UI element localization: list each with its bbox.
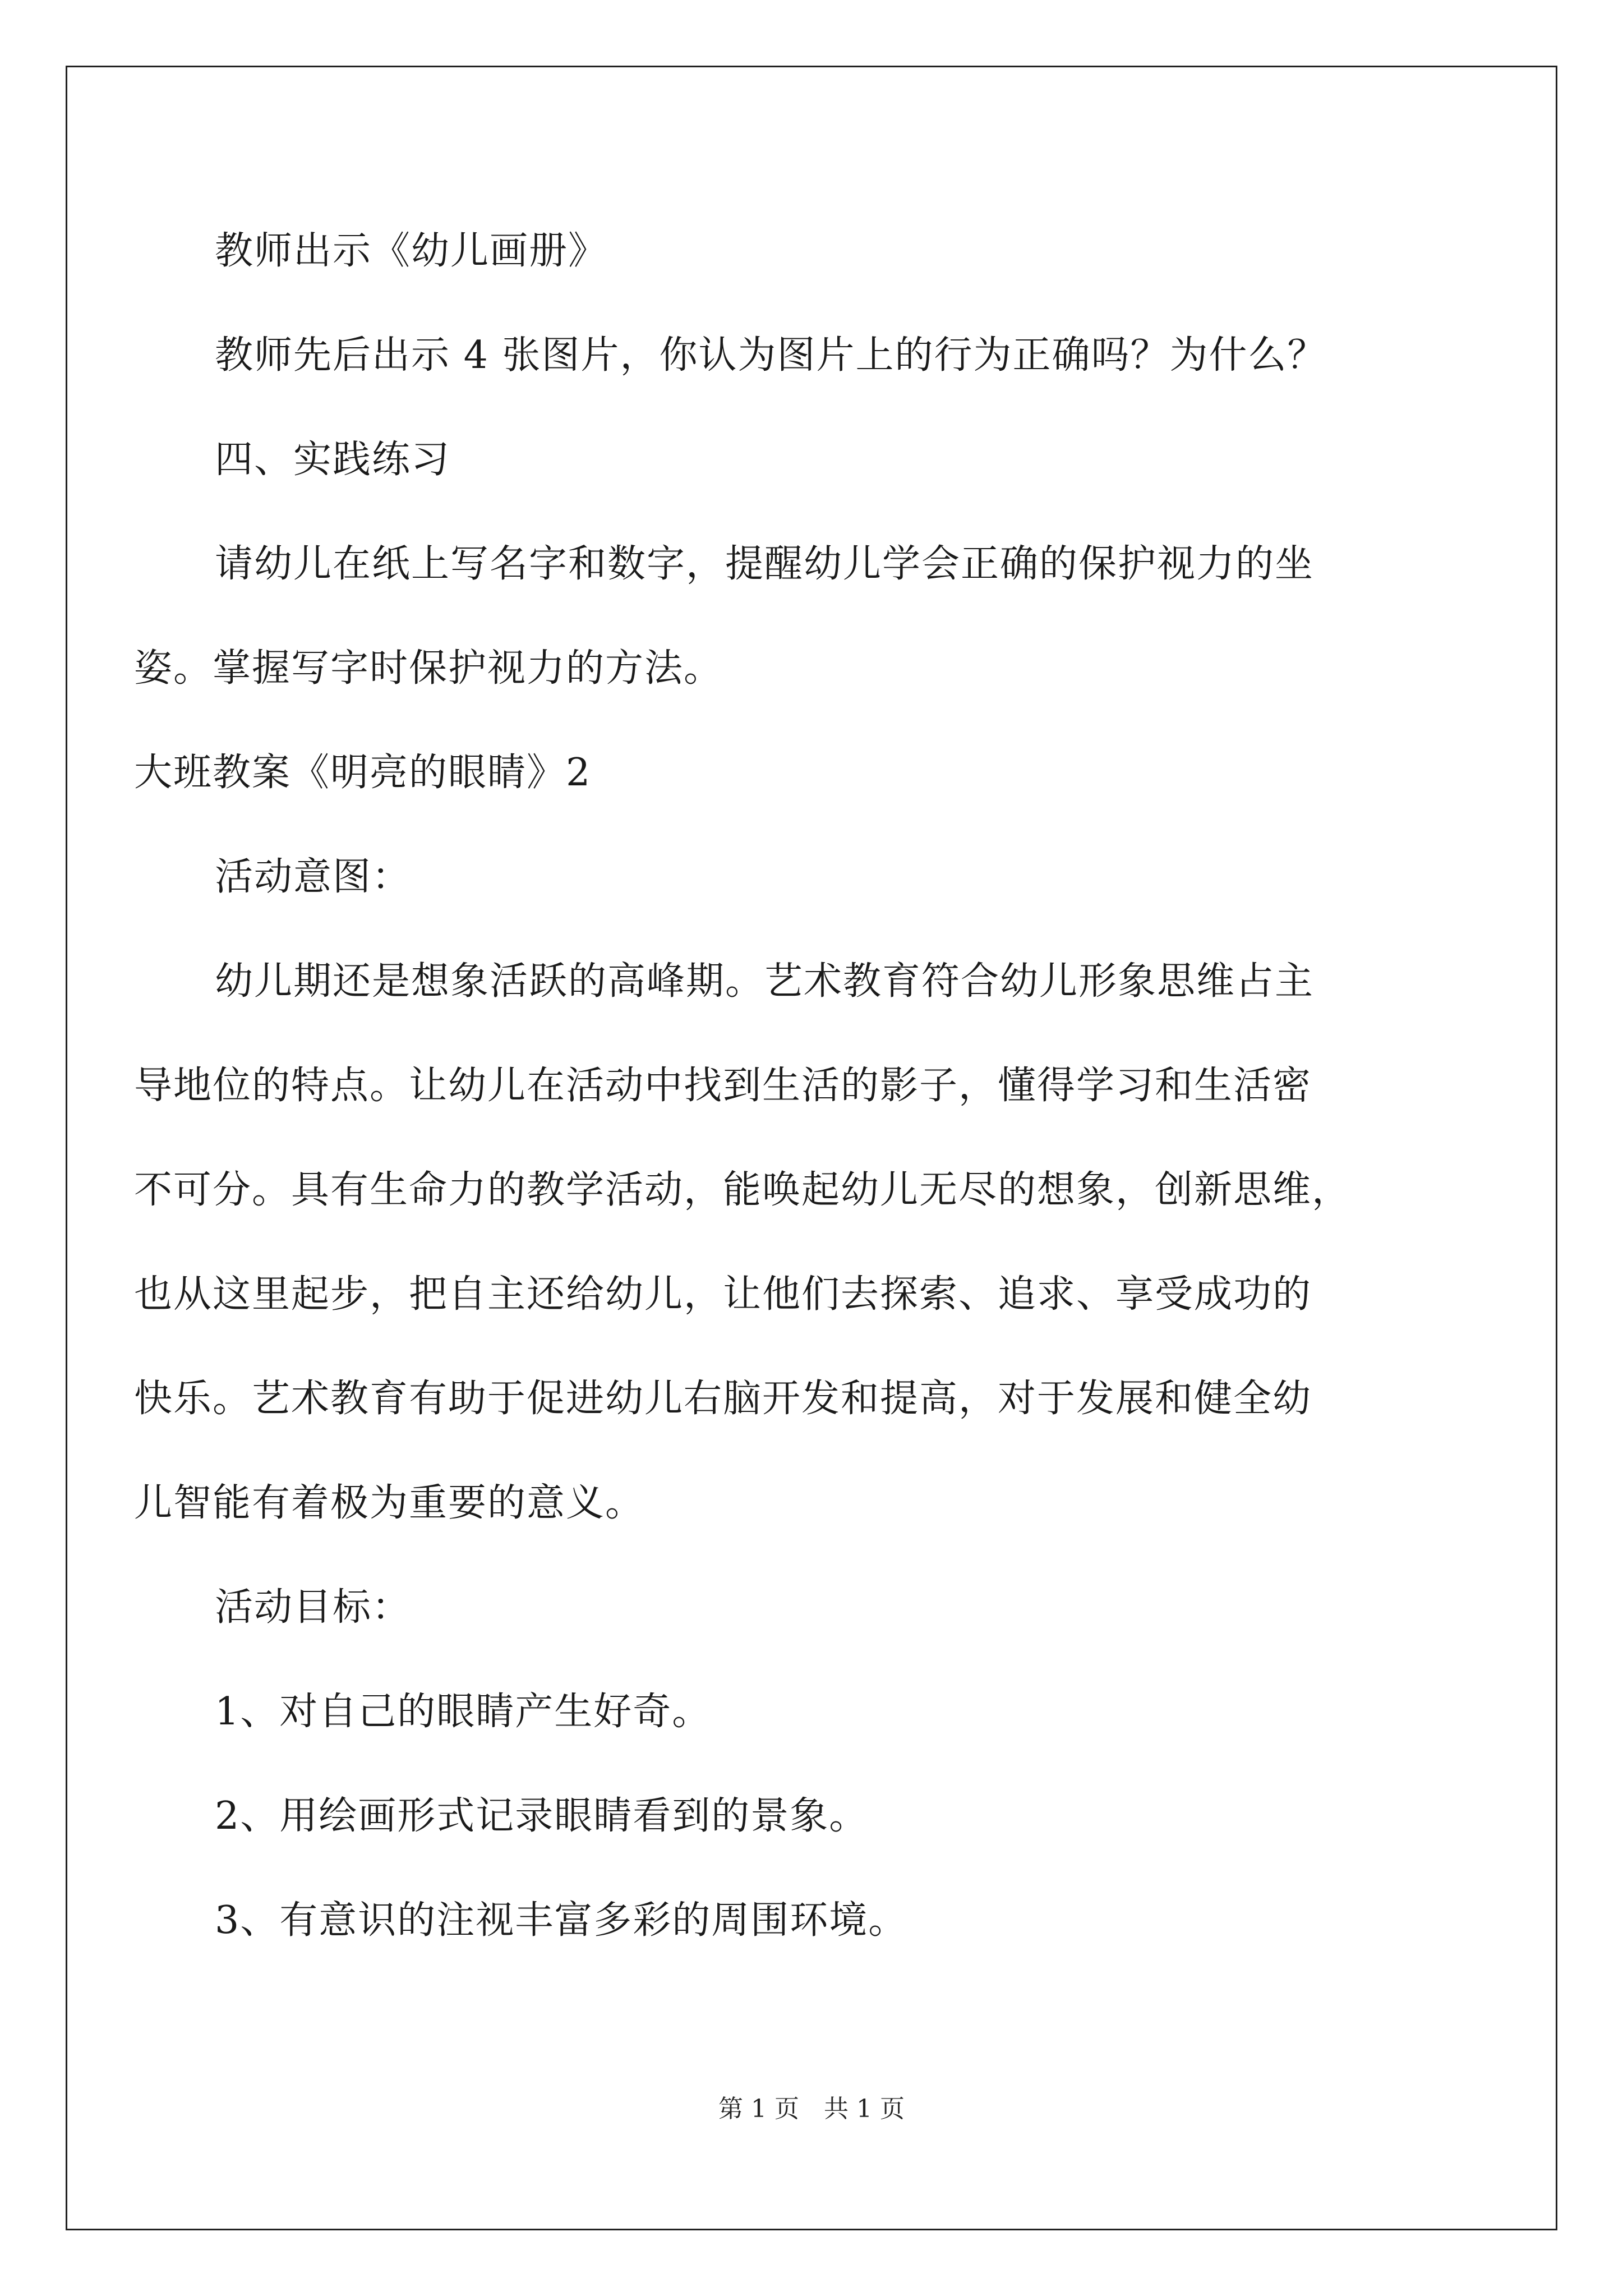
text-line: 也从这里起步，把自主还给幼儿，让他们去探索、追求、享受成功的 (134, 1272, 1312, 1317)
section-heading: 活动意图： (215, 855, 412, 899)
text-line: 导地位的特点。让幼儿在活动中找到生活的影子，懂得学习和生活密 (134, 1064, 1312, 1108)
text-line: 教师先后出示 4 张图片，你认为图片上的行为正确吗？为什么？ (215, 333, 1327, 378)
document-title: 大班教案《明亮的眼睛》2 (134, 751, 592, 795)
section-heading: 四、实践练习 (215, 438, 451, 482)
text-line: 教师出示《幼儿画册》 (215, 229, 608, 273)
section-heading: 活动目标： (215, 1585, 412, 1630)
list-item: 3、有意识的注视丰富多彩的周围环境。 (215, 1898, 908, 1943)
text-line: 儿智能有着极为重要的意义。 (134, 1481, 645, 1525)
text-line: 姿。掌握写字时保护视力的方法。 (134, 646, 723, 691)
list-item: 2、用绘画形式记录眼睛看到的景象。 (215, 1794, 869, 1838)
text-line: 快乐。艺术教育有助于促进幼儿右脑开发和提高，对于发展和健全幼 (134, 1377, 1312, 1421)
page-footer (0, 2093, 1623, 2125)
text-line: 请幼儿在纸上写名字和数字，提醒幼儿学会正确的保护视力的坐 (215, 542, 1315, 586)
text-line: 不可分。具有生命力的教学活动，能唤起幼儿无尽的想象，创新思维， (134, 1168, 1352, 1212)
list-item: 1、对自己的眼睛产生好奇。 (215, 1690, 712, 1734)
text-line: 幼儿期还是想象活跃的高峰期。艺术教育符合幼儿形象思维占主 (215, 959, 1315, 1004)
page-number: 第 1 页 共 1 页 (718, 2095, 905, 2123)
